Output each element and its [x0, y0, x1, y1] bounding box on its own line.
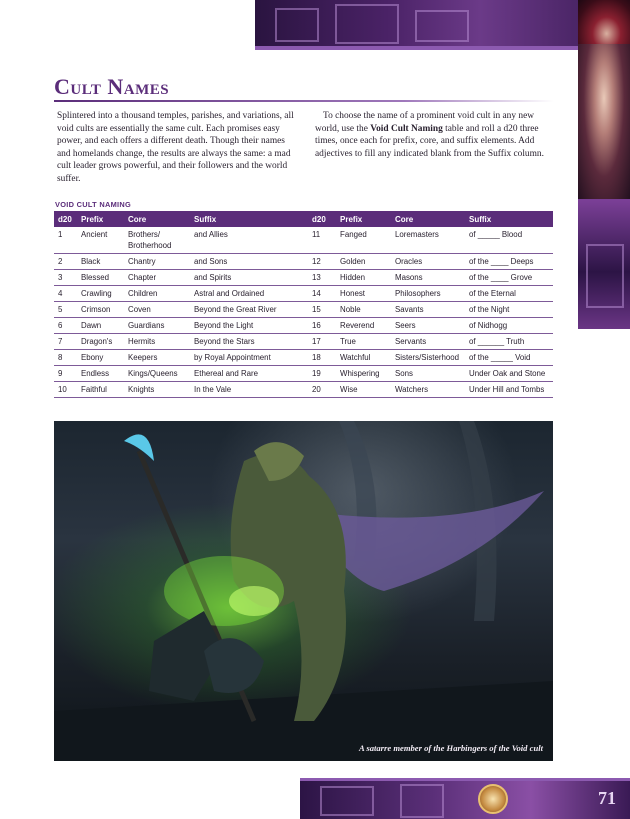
table-cell: 2: [54, 254, 77, 270]
page-number: 71: [598, 788, 616, 808]
maze-ornament: [275, 8, 319, 42]
table-cell: Endless: [77, 366, 124, 382]
table-cell: Noble: [336, 302, 391, 318]
table-cell: Loremasters: [391, 227, 465, 254]
table-cell: 4: [54, 286, 77, 302]
table-cell: 18: [308, 350, 336, 366]
table-row: [54, 382, 553, 398]
satarre-illustration: [54, 421, 553, 761]
table-cell: 17: [308, 334, 336, 350]
maze-ornament: [400, 784, 444, 818]
intro-left-paragraph: Splintered into a thousand temples, parishes, and variations, all void cults are essentially the same cult. Each promises easy power, and each offers a different death. Though their names and homelands change, the results are always the same: a mad cult leader grows powerful, and their followers and the world suffer.: [57, 111, 294, 184]
table-cell: 14: [308, 286, 336, 302]
title-rule: [54, 100, 554, 102]
table-cell: True: [336, 334, 391, 350]
bottom-border-art: [300, 778, 630, 819]
table-cell: 20: [308, 382, 336, 398]
table-reference: Void Cult Naming: [370, 123, 443, 134]
table-cell: Under Oak and Stone: [465, 366, 553, 382]
table-cell: and Spirits: [190, 270, 308, 286]
table-header-row: [54, 211, 553, 227]
table-cell: of Nidhogg: [465, 318, 553, 334]
table-cell: Golden: [336, 254, 391, 270]
maze-ornament: [320, 786, 374, 816]
table-cell: of ______ Truth: [465, 334, 553, 350]
table-cell: Coven: [124, 302, 190, 318]
table-cell: of _____ Blood: [465, 227, 553, 254]
table-row: [54, 366, 553, 382]
table-cell: Kings/Queens: [124, 366, 190, 382]
intro-right-text: To choose the name of a prominent void cult in any new world, use the: [315, 111, 535, 134]
intro-right-text: table and roll a d20 three times, once each for prefix, core, and suffix elements. Add adjectives to fill any indicated blank from the Suffix column.: [315, 123, 544, 159]
table-cell: Beyond the Light: [190, 318, 308, 334]
table-cell: of the Night: [465, 302, 553, 318]
table-cell: Philosophers: [391, 286, 465, 302]
table-cell: Hermits: [124, 334, 190, 350]
table-cell: 3: [54, 270, 77, 286]
table-cell: Beyond the Stars: [190, 334, 308, 350]
header-cell: Core: [391, 211, 465, 227]
table-cell: of the _____ Void: [465, 350, 553, 366]
table-cell: Wise: [336, 382, 391, 398]
table-cell: Dragon's: [77, 334, 124, 350]
table-row: [54, 334, 553, 350]
table-cell: Savants: [391, 302, 465, 318]
void-magic-core: [229, 586, 279, 616]
table-cell: Guardians: [124, 318, 190, 334]
table-cell: Ancient: [77, 227, 124, 254]
table-cell: Crimson: [77, 302, 124, 318]
table-cell: of the ____ Grove: [465, 270, 553, 286]
portrait-art: [578, 44, 630, 199]
maze-ornament: [415, 10, 469, 42]
table-cell: 9: [54, 366, 77, 382]
header-cell: Prefix: [336, 211, 391, 227]
table-cell: Black: [77, 254, 124, 270]
table-cell: 1: [54, 227, 77, 254]
medallion-ornament: [478, 784, 508, 814]
table-cell: 5: [54, 302, 77, 318]
table-cell: Beyond the Great River: [190, 302, 308, 318]
table-cell: 12: [308, 254, 336, 270]
table-cell: 11: [308, 227, 336, 254]
table-cell: Sisters/Sisterhood: [391, 350, 465, 366]
table-cell: Under Hill and Tombs: [465, 382, 553, 398]
table-cell: Whispering: [336, 366, 391, 382]
illustration-caption: A satarre member of the Harbingers of the Void cult: [358, 743, 543, 753]
table-cell: Ethereal and Rare: [190, 366, 308, 382]
table-cell: Oracles: [391, 254, 465, 270]
table-cell: Watchers: [391, 382, 465, 398]
table-cell: 7: [54, 334, 77, 350]
table-cell: of the ____ Deeps: [465, 254, 553, 270]
table-cell: Blessed: [77, 270, 124, 286]
header-cell: Prefix: [77, 211, 124, 227]
illustration-art: [54, 421, 553, 761]
table-cell: Hidden: [336, 270, 391, 286]
table-caption: VOID CULT NAMING: [55, 200, 132, 209]
table-cell: Fanged: [336, 227, 391, 254]
table-cell: Servants: [391, 334, 465, 350]
dark-rock: [204, 638, 264, 693]
table-cell: Knights: [124, 382, 190, 398]
hooded-figure-art: [578, 0, 630, 48]
table-cell: 16: [308, 318, 336, 334]
header-cell: d20: [54, 211, 77, 227]
void-cult-naming-table: [54, 211, 553, 398]
table-row: [54, 254, 553, 270]
table-cell: In the Vale: [190, 382, 308, 398]
table-cell: 10: [54, 382, 77, 398]
header-cell: Suffix: [190, 211, 308, 227]
maze-ornament: [586, 244, 624, 308]
maze-ornament: [335, 4, 399, 44]
header-cell: d20: [308, 211, 336, 227]
header-cell: Suffix: [465, 211, 553, 227]
table-row: [54, 302, 553, 318]
table-cell: Reverend: [336, 318, 391, 334]
table-row: [54, 318, 553, 334]
intro-right-paragraph: [315, 110, 555, 160]
table-cell: Chantry: [124, 254, 190, 270]
table-cell: Ebony: [77, 350, 124, 366]
table-cell: Seers: [391, 318, 465, 334]
table-cell: Keepers: [124, 350, 190, 366]
table-cell: Astral and Ordained: [190, 286, 308, 302]
table-cell: Watchful: [336, 350, 391, 366]
table-cell: Children: [124, 286, 190, 302]
table-row: [54, 286, 553, 302]
table-cell: 8: [54, 350, 77, 366]
table-cell: of the Eternal: [465, 286, 553, 302]
table-cell: and Sons: [190, 254, 308, 270]
table-cell: Faithful: [77, 382, 124, 398]
table-cell: and Allies: [190, 227, 308, 254]
table-row: [54, 270, 553, 286]
table-cell: Crawling: [77, 286, 124, 302]
table-cell: Honest: [336, 286, 391, 302]
table-row: [54, 350, 553, 366]
page-title: Cult Names: [54, 74, 170, 99]
table-cell: Brothers/ Brotherhood: [124, 227, 190, 254]
top-border-art: [255, 0, 630, 50]
table-cell: by Royal Appointment: [190, 350, 308, 366]
table-cell: 6: [54, 318, 77, 334]
table-cell: Sons: [391, 366, 465, 382]
table-cell: Dawn: [77, 318, 124, 334]
table-cell: 13: [308, 270, 336, 286]
table-row: [54, 227, 553, 254]
header-cell: Core: [124, 211, 190, 227]
table-cell: Masons: [391, 270, 465, 286]
table-cell: 19: [308, 366, 336, 382]
table-cell: 15: [308, 302, 336, 318]
table-cell: Chapter: [124, 270, 190, 286]
